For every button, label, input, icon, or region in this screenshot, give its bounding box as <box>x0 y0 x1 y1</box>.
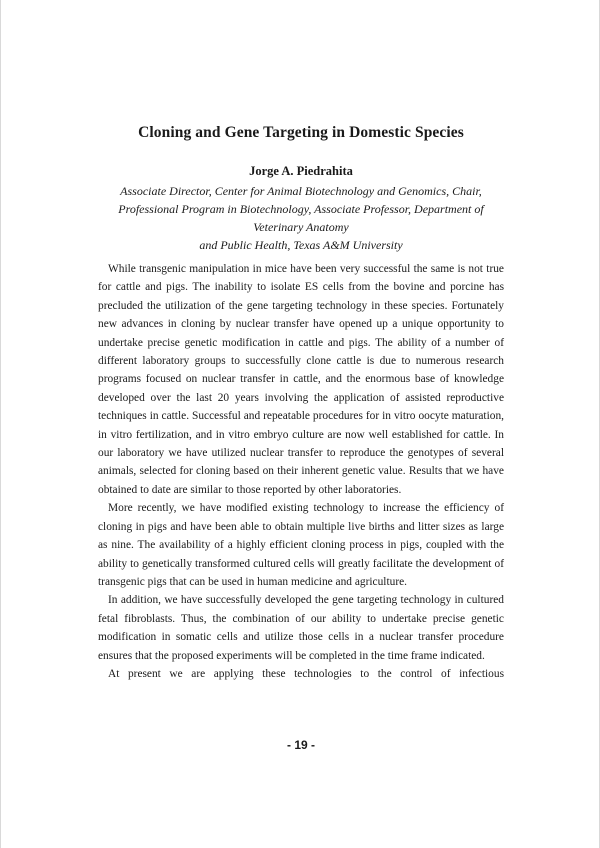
affiliation-line: Veterinary Anatomy <box>253 220 349 234</box>
body-paragraph: More recently, we have modified existing technology to increase the efficiency of cloning in pigs and have been able to obtain multiple live births and litter sizes as large as nine. The availability of a highly efficient cloning process in pigs, coupled with the ability to genetically transformed cultured cells will greatly facilitate the development of transgenic pigs that can be used in human medicine and agriculture. <box>98 502 504 588</box>
page-number: - 19 - <box>286 738 315 752</box>
affiliation-line: Professional Program in Biotechnology, Associate Professor, Department of <box>118 202 484 216</box>
body-paragraph: In addition, we have successfully developed the gene targeting technology in cultured fetal fibroblasts. Thus, the combination of our ability to undertake precise genetic modification in somatic cells and utilize those cells in a nuclear transfer procedure ensures that the proposed experiments will be completed in the time frame indicated. <box>98 594 504 662</box>
abstract-body <box>98 260 504 683</box>
paper-title: Cloning and Gene Targeting in Domestic Species <box>138 124 464 141</box>
body-paragraph: At present we are applying these technologies to the control of infectious <box>108 667 504 680</box>
body-paragraph: While transgenic manipulation in mice have been very successful the same is not true for cattle and pigs. The inability to isolate ES cells from the bovine and porcine has precluded the utilization of the gene targeting technology in these species. Fortunately new advances in cloning by nuclear transfer have opened up a unique opportunity to undertake precise genetic modification in cattle and pigs. The ability of a number of different laboratory groups to successfully clone cattle is due to numerous research programs focused on nuclear transfer in cattle, and the enormous base of knowledge developed over the last 20 years involving the application of assisted reproductive techniques in cattle. Successful and repeatable procedures for in vitro oocyte maturation, in vitro fertilization, and in vitro embryo culture are now well established for cattle. In our laboratory we have utilized nuclear transfer to reproduce the genotypes of several animals, selected for cloning based on their inherent genetic value. Results that we have obtained to date are similar to those reported by other laboratories. <box>98 263 504 496</box>
author-name: Jorge A. Piedrahita <box>249 164 353 178</box>
author-affiliation <box>101 182 501 254</box>
affiliation-line: and Public Health, Texas A&M University <box>199 238 403 252</box>
affiliation-line: Associate Director, Center for Animal Biotechnology and Genomics, Chair, <box>120 184 482 198</box>
